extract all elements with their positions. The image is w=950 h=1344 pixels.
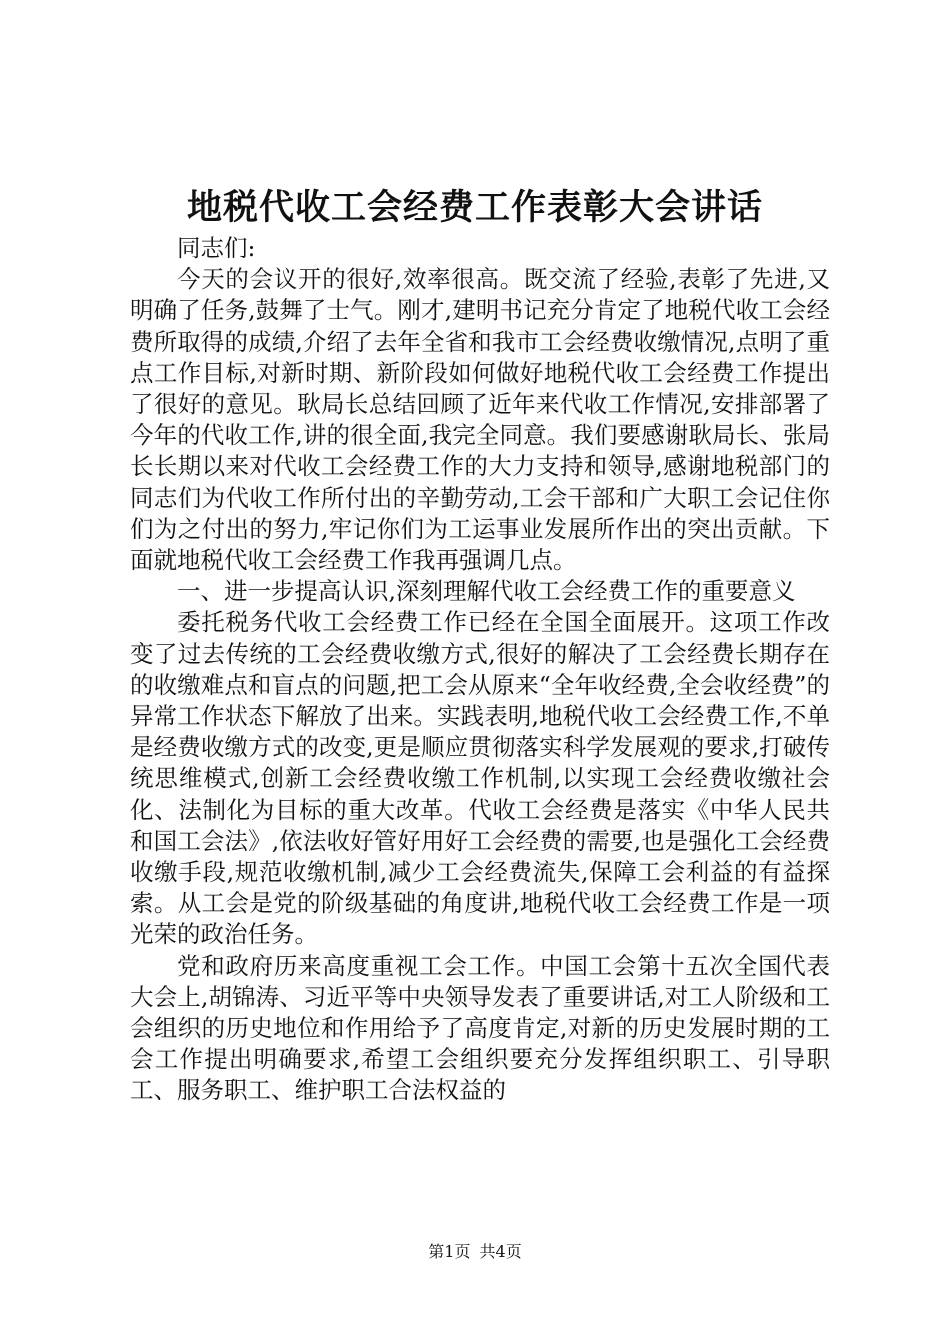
paragraph-section-1-a: 委托税务代收工会经费工作已经在全国全面展开。这项工作改变了过去传统的工会经费收缴方式,很好的解决了工会经费长期存在的收缴难点和盲点的问题,把工会从原来“全年收经费,全会收经费”的异常工作状态下解放了出来。实践表明,地税代收工会经费工作,不单是经费收缴方式的改变,更是顺应贯彻落实科学发展观的要求,打破传统思维模式,创新工会经费收缴工作机制,以实现工会经费收缴社会化、法制化为目标的重大改革。代收工会经费是落实《中华人民共和国工会法》,依法收好管好用好工会经费的需要,也是强化工会经费收缴手段,规范收缴机制,减少工会经费流失,保障工会利益的有益探索。从工会是党的阶级基础的角度讲,地税代收工会经费工作是一项光荣的政治任务。 bbox=[130, 608, 830, 949]
paragraph-opening: 今天的会议开的很好,效率很高。既交流了经验,表彰了先进,又明确了任务,鼓舞了士气。刚才,建明书记充分肯定了地税代收工会经费所取得的成绩,介绍了去年全省和我市工会经费收缴情况,点明了重点工作目标,对新时期、新阶段如何做好地税代收工会经费工作提出了很好的意见。耿局长总结回顾了近年来代收工作情况,安排部署了今年的代收工作,讲的很全面,我完全同意。我们要感谢耿局长、张局长长期以来对代收工会经费工作的大力支持和领导,感谢地税部门的同志们为代收工作所付出的辛勤劳动,工会干部和广大职工会记住你们为之付出的努力,牢记你们为工运事业发展所作出的突出贡献。下面就地税代收工会经费工作我再强调几点。 bbox=[130, 265, 830, 575]
page-total: 共4页 bbox=[479, 1242, 522, 1261]
page-footer bbox=[0, 1241, 950, 1263]
page-number: 第1页 bbox=[428, 1242, 471, 1261]
section-heading-1: 一、进一步提高认识,深刻理解代收工会经费工作的重要意义 bbox=[177, 577, 796, 606]
paragraph-section-1-b: 党和政府历来高度重视工会工作。中国工会第十五次全国代表大会上,胡锦涛、习近平等中央领导发表了重要讲话,对工人阶级和工会组织的历史地位和作用给予了高度肯定,对新的历史发展时期的工会工作提出明确要求,希望工会组织要充分发挥组织职工、引导职工、服务职工、维护职工合法权益的 bbox=[130, 951, 830, 1105]
document-body bbox=[130, 233, 830, 1107]
greeting: 同志们: bbox=[177, 234, 256, 262]
document-title: 地税代收工会经费工作表彰大会讲话 bbox=[186, 187, 763, 228]
